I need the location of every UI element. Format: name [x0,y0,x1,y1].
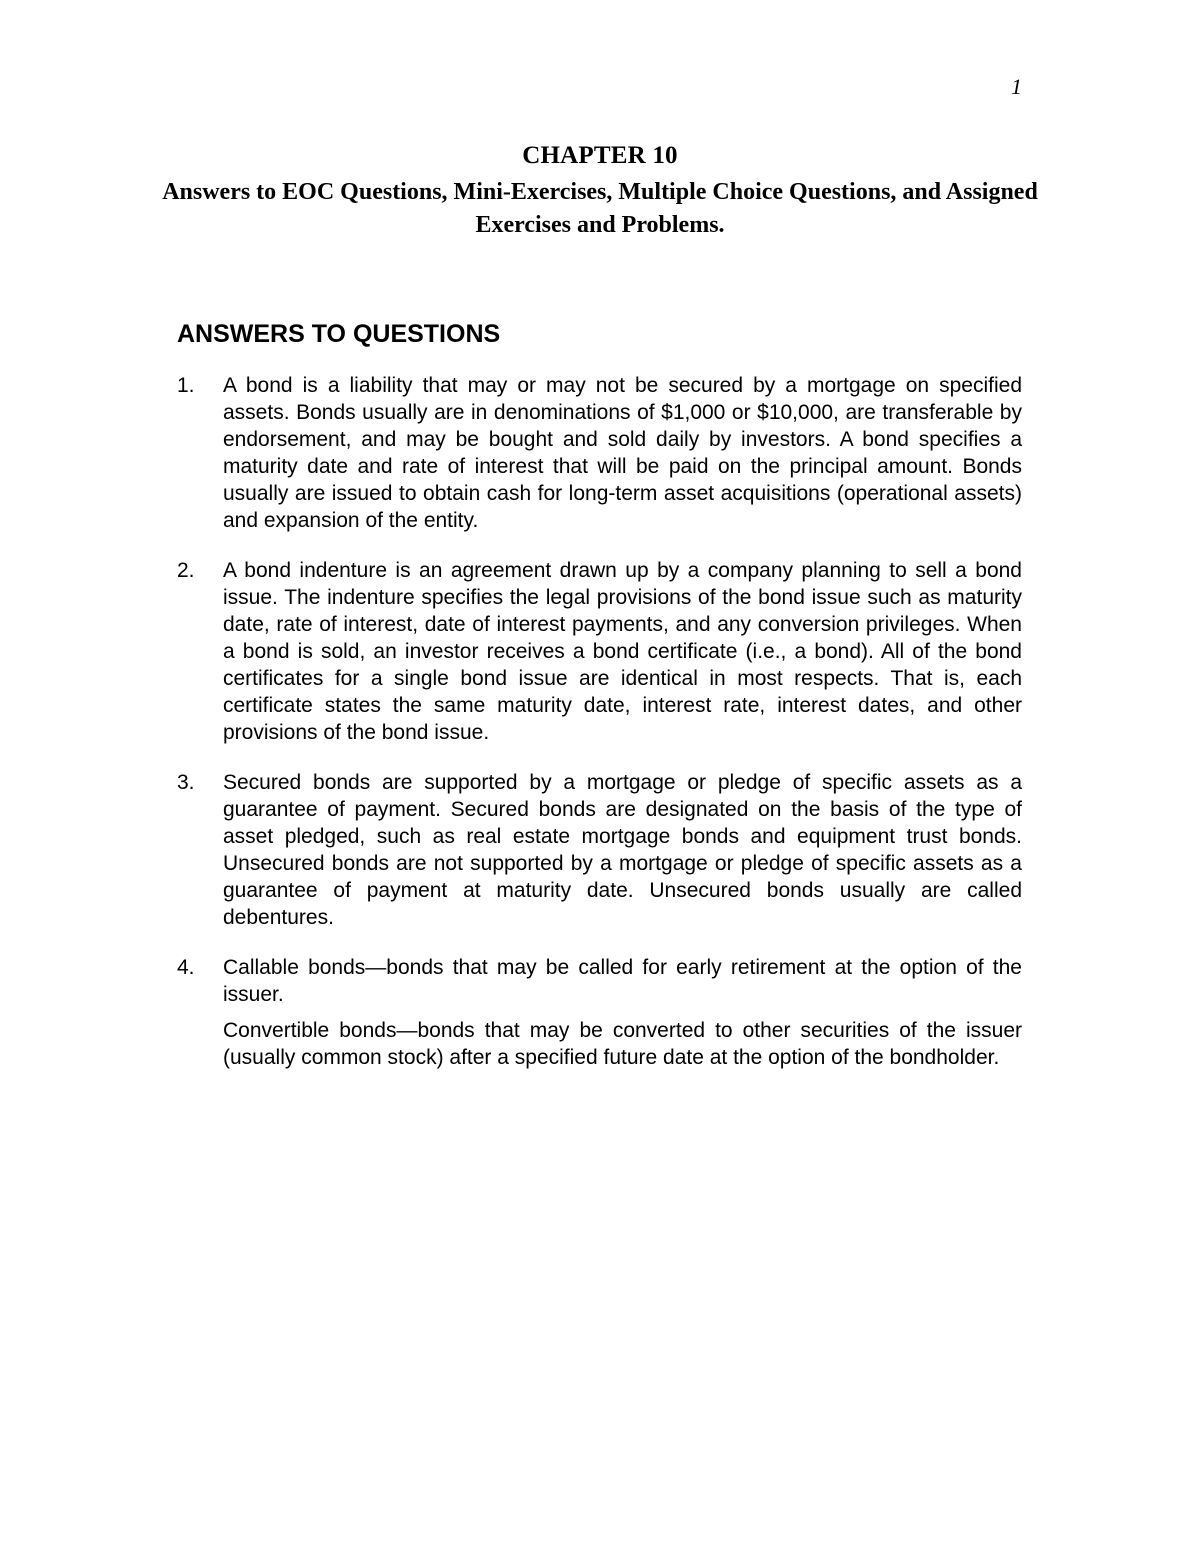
answer-number: 2. [177,559,195,582]
page-number: 1 [1011,74,1022,99]
answer-item-2 [177,557,1022,746]
chapter-title: CHAPTER 10 [522,142,678,169]
answer-item-4 [177,954,1022,1071]
chapter-subtitle: Answers to EOC Questions, Mini-Exercises, Multiple Choice Questions, and Assigned Exercises and Problems. [162,179,1038,238]
answer-item-3 [177,769,1022,931]
answer-number: 4. [177,956,195,979]
answer-paragraph: A bond indenture is an agreement drawn up by a company planning to sell a bond issue. The indenture specifies the legal provisions of the bond issue such as maturity date, rate of interest, date of interest payments, and any conversion privileges. When a bond is sold, an investor receives a bond certificate (i.e., a bond). All of the bond certificates for a single bond issue are identical in most respects. That is, each certificate states the same maturity date, interest rate, interest dates, and other provisions of the bond issue. [223,559,1022,744]
answer-paragraph: A bond is a liability that may or may not be secured by a mortgage on specified assets. Bonds usually are in denominations of $1,000 or $10,000, are transferable by endorsement, and may be bought and sold daily by investors. A bond specifies a maturity date and rate of interest that will be paid on the principal amount. Bonds usually are issued to obtain cash for long-term asset acquisitions (operational assets) and expansion of the entity. [223,374,1022,532]
answer-paragraph: Callable bonds—bonds that may be called for early retirement at the option of the issuer. [223,956,1022,1006]
answer-item-1 [177,372,1022,534]
answers-list [177,372,1022,1094]
section-heading: ANSWERS TO QUESTIONS [177,320,501,348]
answer-number: 1. [177,374,195,397]
answer-number: 3. [177,771,195,794]
answer-paragraph: Secured bonds are supported by a mortgage or pledge of specific assets as a guarantee of payment. Secured bonds are designated on the basis of the type of asset pledged, such as real estate mortgage bonds and equipment trust bonds. Unsecured bonds are not supported by a mortgage or pledge of specific assets as a guarantee of payment at maturity date. Unsecured bonds usually are called debentures. [223,771,1022,929]
answer-paragraph: Convertible bonds—bonds that may be converted to other securities of the issuer (usually common stock) after a specified future date at the option of the bondholder. [223,1019,1022,1069]
